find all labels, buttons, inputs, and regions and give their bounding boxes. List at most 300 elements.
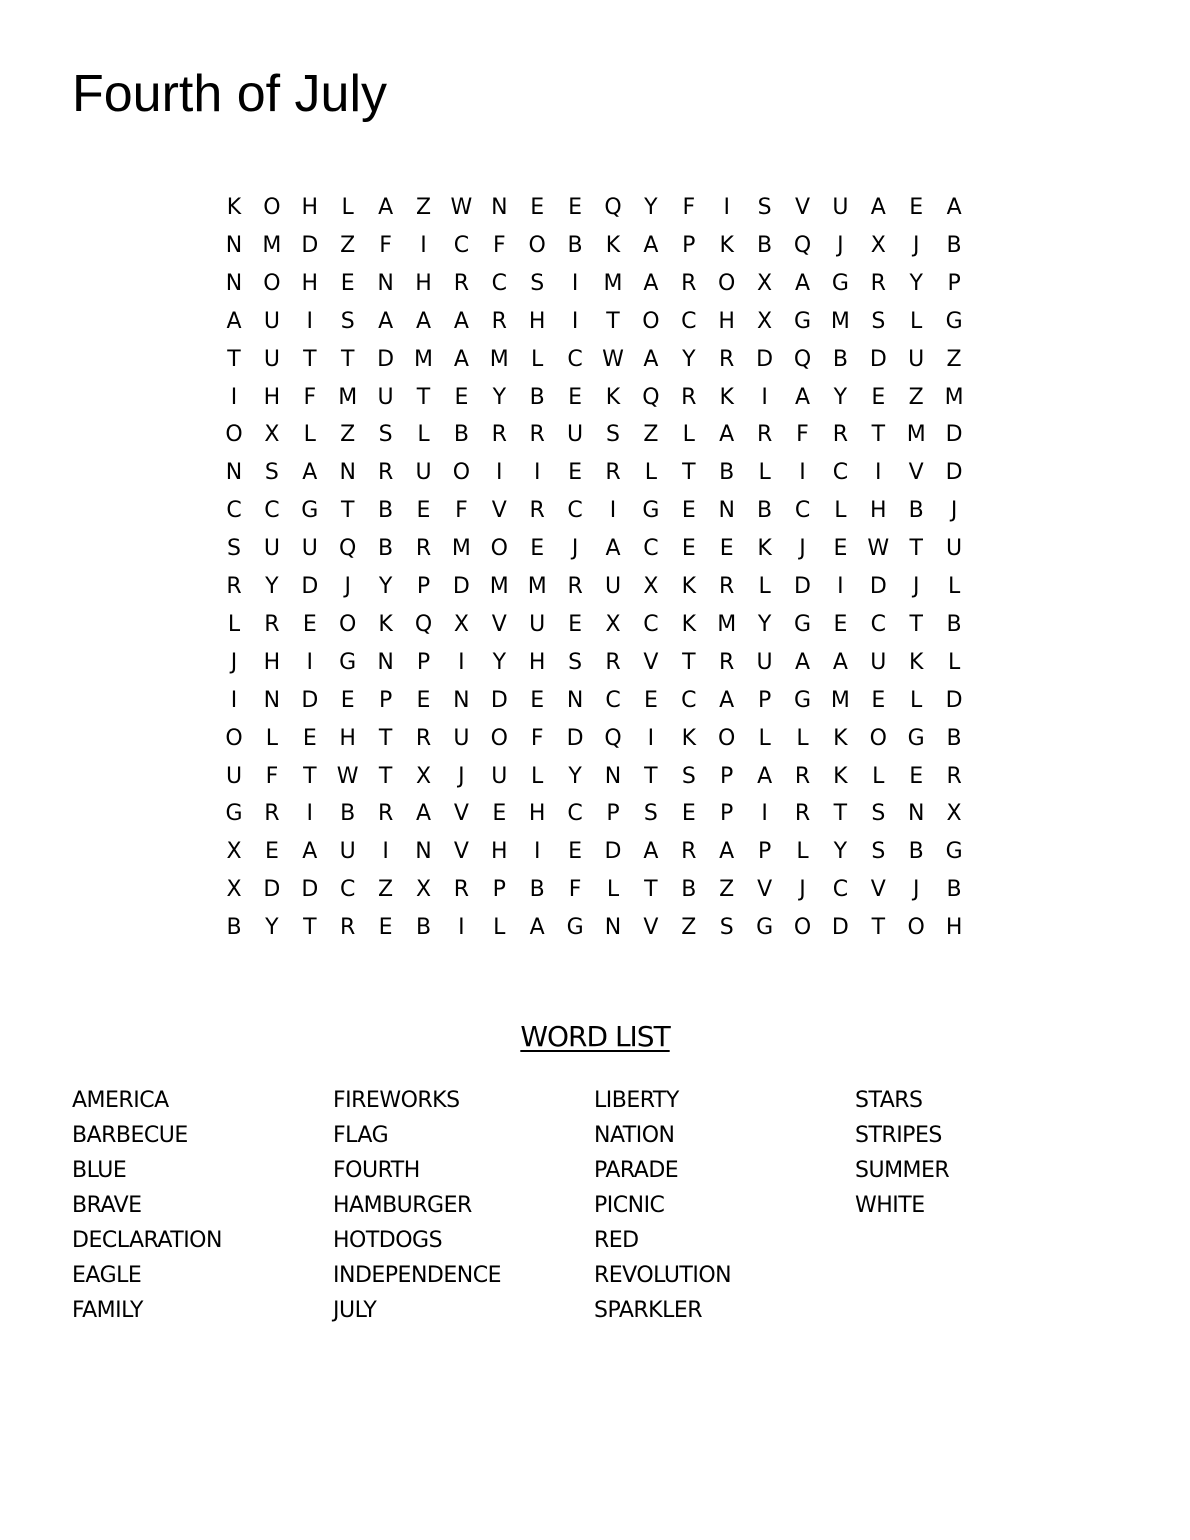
grid-letter[interactable]: D bbox=[869, 346, 887, 372]
grid-letter[interactable]: D bbox=[945, 422, 963, 448]
grid-letter[interactable]: T bbox=[303, 346, 317, 372]
grid-letter[interactable]: D bbox=[869, 574, 887, 599]
grid-letter[interactable]: C bbox=[567, 801, 583, 827]
grid-letter[interactable]: J bbox=[344, 574, 351, 599]
grid-letter[interactable]: E bbox=[568, 611, 583, 637]
grid-letter[interactable]: A bbox=[643, 839, 659, 865]
grid-letter[interactable]: M bbox=[830, 687, 850, 713]
grid-letter[interactable]: D bbox=[301, 687, 319, 713]
grid-letter[interactable]: A bbox=[946, 195, 962, 220]
grid-letter[interactable]: A bbox=[453, 308, 469, 334]
grid-letter[interactable]: N bbox=[491, 195, 508, 220]
grid-letter[interactable]: B bbox=[946, 725, 962, 751]
grid-letter[interactable]: V bbox=[453, 839, 469, 865]
grid-letter[interactable]: K bbox=[681, 574, 697, 599]
grid-letter[interactable]: C bbox=[264, 498, 280, 524]
grid-letter[interactable]: E bbox=[302, 611, 317, 637]
grid-letter[interactable]: E bbox=[681, 498, 696, 524]
grid-letter[interactable]: L bbox=[644, 460, 658, 486]
grid-letter[interactable]: R bbox=[567, 574, 583, 599]
grid-letter[interactable]: N bbox=[377, 649, 394, 675]
grid-letter[interactable]: C bbox=[605, 687, 621, 713]
grid-letter[interactable]: U bbox=[377, 384, 394, 410]
grid-letter[interactable]: E bbox=[492, 801, 507, 827]
grid-letter[interactable]: E bbox=[871, 384, 886, 410]
grid-letter[interactable]: U bbox=[453, 725, 470, 751]
grid-letter[interactable]: K bbox=[908, 649, 924, 675]
grid-letter[interactable]: Y bbox=[833, 384, 848, 410]
grid-letter[interactable]: F bbox=[379, 232, 392, 258]
grid-letter[interactable]: D bbox=[301, 877, 319, 903]
grid-letter[interactable]: J bbox=[837, 232, 844, 258]
grid-letter[interactable]: I bbox=[496, 460, 503, 486]
grid-letter[interactable]: L bbox=[796, 725, 809, 751]
grid-letter[interactable]: M bbox=[944, 384, 964, 410]
grid-letter[interactable]: B bbox=[908, 839, 924, 865]
grid-letter[interactable]: P bbox=[606, 801, 620, 827]
grid-letter[interactable]: N bbox=[225, 270, 243, 296]
grid-letter[interactable]: U bbox=[870, 649, 887, 675]
grid-letter[interactable]: E bbox=[568, 839, 583, 865]
grid-letter[interactable]: C bbox=[226, 498, 242, 524]
grid-letter[interactable]: G bbox=[793, 687, 812, 713]
grid-letter[interactable]: B bbox=[378, 498, 394, 524]
grid-letter[interactable]: K bbox=[605, 232, 621, 258]
grid-letter[interactable]: T bbox=[909, 611, 923, 637]
grid-letter[interactable]: S bbox=[719, 915, 734, 941]
grid-letter[interactable]: T bbox=[644, 877, 658, 903]
grid-letter[interactable]: C bbox=[340, 877, 356, 903]
grid-letter[interactable]: R bbox=[264, 611, 280, 637]
grid-letter[interactable]: Q bbox=[414, 611, 433, 637]
grid-letter[interactable]: G bbox=[301, 498, 319, 524]
grid-letter[interactable]: K bbox=[378, 611, 393, 637]
grid-letter[interactable]: A bbox=[529, 915, 545, 941]
grid-letter[interactable]: L bbox=[796, 839, 809, 865]
grid-letter[interactable]: D bbox=[945, 687, 963, 713]
grid-letter[interactable]: H bbox=[263, 649, 281, 675]
grid-letter[interactable]: Y bbox=[644, 195, 658, 220]
grid-letter[interactable]: F bbox=[530, 725, 544, 751]
grid-letter[interactable]: T bbox=[303, 915, 317, 941]
grid-letter[interactable]: R bbox=[794, 763, 811, 789]
grid-letter[interactable]: E bbox=[416, 498, 431, 524]
grid-letter[interactable]: N bbox=[604, 763, 622, 789]
grid-letter[interactable]: W bbox=[336, 763, 359, 789]
grid-letter[interactable]: I bbox=[799, 460, 806, 486]
grid-letter[interactable]: M bbox=[338, 384, 358, 410]
grid-letter[interactable]: X bbox=[946, 801, 962, 827]
grid-letter[interactable]: G bbox=[642, 498, 660, 524]
grid-letter[interactable]: S bbox=[681, 763, 696, 789]
grid-letter[interactable]: T bbox=[378, 725, 393, 751]
grid-letter[interactable]: K bbox=[681, 611, 697, 637]
grid-letter[interactable]: Y bbox=[757, 611, 772, 637]
grid-letter[interactable]: F bbox=[265, 763, 279, 789]
grid-letter[interactable]: R bbox=[529, 422, 545, 448]
grid-letter[interactable]: E bbox=[340, 270, 355, 296]
grid-letter[interactable]: D bbox=[452, 574, 470, 599]
grid-letter[interactable]: A bbox=[643, 270, 659, 296]
grid-letter[interactable]: R bbox=[377, 801, 394, 827]
grid-letter[interactable]: U bbox=[908, 346, 925, 372]
grid-letter[interactable]: D bbox=[377, 346, 395, 372]
grid-letter[interactable]: V bbox=[453, 801, 469, 827]
grid-letter[interactable]: V bbox=[491, 498, 507, 524]
grid-letter[interactable]: E bbox=[871, 687, 886, 713]
grid-letter[interactable]: L bbox=[947, 574, 961, 599]
grid-letter[interactable]: Z bbox=[415, 195, 432, 220]
grid-letter[interactable]: J bbox=[912, 232, 920, 258]
grid-letter[interactable]: T bbox=[416, 384, 431, 410]
grid-letter[interactable]: H bbox=[415, 270, 432, 296]
grid-letter[interactable]: J bbox=[571, 536, 579, 562]
grid-letter[interactable]: I bbox=[761, 801, 768, 827]
grid-letter[interactable]: R bbox=[832, 422, 849, 448]
grid-letter[interactable]: T bbox=[871, 915, 886, 941]
grid-letter[interactable]: P bbox=[720, 763, 734, 789]
grid-letter[interactable]: X bbox=[226, 877, 242, 903]
grid-letter[interactable]: I bbox=[533, 460, 541, 486]
grid-letter[interactable]: Z bbox=[719, 877, 735, 903]
grid-letter[interactable]: T bbox=[378, 763, 393, 789]
grid-letter[interactable]: E bbox=[530, 195, 545, 220]
grid-letter[interactable]: L bbox=[227, 611, 241, 637]
grid-letter[interactable]: Q bbox=[604, 195, 622, 220]
grid-letter[interactable]: K bbox=[226, 195, 242, 220]
grid-letter[interactable]: H bbox=[301, 270, 319, 296]
grid-letter[interactable]: P bbox=[757, 839, 772, 865]
grid-letter[interactable]: Y bbox=[492, 649, 507, 675]
grid-letter[interactable]: X bbox=[415, 877, 432, 903]
grid-letter[interactable]: L bbox=[303, 422, 316, 448]
grid-letter[interactable]: A bbox=[832, 649, 848, 675]
grid-letter[interactable]: P bbox=[492, 877, 506, 903]
grid-letter[interactable]: B bbox=[946, 611, 962, 637]
grid-letter[interactable]: M bbox=[603, 270, 623, 296]
grid-letter[interactable]: F bbox=[303, 384, 317, 410]
grid-letter[interactable]: A bbox=[226, 308, 242, 334]
grid-letter[interactable]: O bbox=[793, 915, 812, 941]
grid-letter[interactable]: H bbox=[491, 839, 508, 865]
grid-letter[interactable]: G bbox=[945, 308, 963, 334]
grid-letter[interactable]: P bbox=[682, 232, 696, 258]
grid-letter[interactable]: Z bbox=[643, 422, 659, 448]
grid-letter[interactable]: Y bbox=[568, 763, 582, 789]
grid-letter[interactable]: V bbox=[908, 460, 924, 486]
grid-letter[interactable]: R bbox=[870, 270, 886, 296]
grid-letter[interactable]: E bbox=[416, 687, 431, 713]
grid-letter[interactable]: B bbox=[378, 536, 394, 562]
grid-letter[interactable]: X bbox=[264, 422, 280, 448]
grid-letter[interactable]: O bbox=[869, 725, 887, 751]
grid-letter[interactable]: U bbox=[491, 763, 508, 789]
grid-letter[interactable]: R bbox=[719, 649, 735, 675]
grid-letter[interactable]: B bbox=[453, 422, 469, 448]
grid-letter[interactable]: E bbox=[568, 384, 583, 410]
grid-letter[interactable]: U bbox=[567, 422, 584, 448]
grid-letter[interactable]: P bbox=[757, 687, 772, 713]
grid-letter[interactable]: E bbox=[681, 536, 696, 562]
grid-letter[interactable]: I bbox=[458, 915, 465, 941]
grid-letter[interactable]: R bbox=[491, 422, 507, 448]
grid-letter[interactable]: N bbox=[263, 687, 281, 713]
grid-letter[interactable]: A bbox=[719, 687, 735, 713]
grid-letter[interactable]: P bbox=[720, 801, 734, 827]
grid-letter[interactable]: A bbox=[643, 346, 659, 372]
grid-letter[interactable]: I bbox=[306, 308, 314, 334]
grid-letter[interactable]: U bbox=[263, 308, 280, 334]
grid-letter[interactable]: H bbox=[718, 308, 735, 334]
grid-letter[interactable]: I bbox=[420, 232, 427, 258]
grid-letter[interactable]: R bbox=[946, 763, 962, 789]
grid-letter[interactable]: T bbox=[606, 308, 620, 334]
grid-letter[interactable]: C bbox=[491, 270, 507, 296]
grid-letter[interactable]: W bbox=[450, 195, 473, 220]
grid-letter[interactable]: P bbox=[378, 687, 393, 713]
grid-letter[interactable]: F bbox=[682, 195, 696, 220]
grid-letter[interactable]: O bbox=[225, 725, 243, 751]
grid-letter[interactable]: B bbox=[946, 232, 962, 258]
grid-letter[interactable]: R bbox=[453, 270, 470, 296]
grid-letter[interactable]: R bbox=[264, 801, 280, 827]
grid-letter[interactable]: U bbox=[946, 536, 963, 562]
grid-letter[interactable]: L bbox=[758, 460, 771, 486]
grid-letter[interactable]: E bbox=[681, 801, 696, 827]
grid-letter[interactable]: T bbox=[644, 763, 658, 789]
grid-letter[interactable]: Y bbox=[378, 574, 393, 599]
grid-letter[interactable]: B bbox=[567, 232, 583, 258]
grid-letter[interactable]: J bbox=[458, 763, 465, 789]
grid-letter[interactable]: X bbox=[453, 611, 469, 637]
grid-letter[interactable]: A bbox=[719, 422, 735, 448]
grid-letter[interactable]: L bbox=[341, 195, 354, 220]
grid-letter[interactable]: O bbox=[718, 270, 736, 296]
grid-letter[interactable]: X bbox=[757, 270, 773, 296]
grid-letter[interactable]: M bbox=[489, 346, 509, 372]
grid-letter[interactable]: C bbox=[643, 611, 659, 637]
grid-letter[interactable]: E bbox=[568, 195, 583, 220]
grid-letter[interactable]: C bbox=[832, 877, 849, 903]
grid-letter[interactable]: Z bbox=[908, 384, 924, 410]
grid-letter[interactable]: L bbox=[417, 422, 430, 448]
grid-letter[interactable]: K bbox=[719, 384, 734, 410]
grid-letter[interactable]: A bbox=[302, 460, 318, 486]
grid-letter[interactable]: A bbox=[794, 649, 811, 675]
grid-letter[interactable]: E bbox=[719, 536, 734, 562]
grid-letter[interactable]: C bbox=[567, 346, 583, 372]
grid-letter[interactable]: C bbox=[681, 687, 697, 713]
grid-letter[interactable]: E bbox=[302, 725, 317, 751]
grid-letter[interactable]: O bbox=[339, 611, 357, 637]
grid-letter[interactable]: S bbox=[606, 422, 620, 448]
grid-letter[interactable]: M bbox=[527, 574, 547, 599]
grid-letter[interactable]: U bbox=[339, 839, 356, 865]
grid-letter[interactable]: S bbox=[757, 195, 772, 220]
grid-letter[interactable]: V bbox=[643, 649, 659, 675]
grid-letter[interactable]: N bbox=[377, 270, 394, 296]
grid-letter[interactable]: E bbox=[833, 611, 848, 637]
grid-letter[interactable]: P bbox=[416, 574, 431, 599]
grid-letter[interactable]: R bbox=[681, 270, 697, 296]
grid-letter[interactable]: O bbox=[263, 195, 281, 220]
grid-letter[interactable]: L bbox=[758, 574, 771, 599]
grid-letter[interactable]: A bbox=[643, 232, 659, 258]
grid-letter[interactable]: U bbox=[415, 460, 432, 486]
grid-letter[interactable]: F bbox=[492, 232, 506, 258]
grid-letter[interactable]: R bbox=[605, 460, 621, 486]
grid-letter[interactable]: V bbox=[794, 195, 811, 220]
grid-letter[interactable]: N bbox=[566, 687, 584, 713]
grid-letter[interactable]: X bbox=[605, 611, 621, 637]
grid-letter[interactable]: G bbox=[756, 915, 774, 941]
grid-letter[interactable]: B bbox=[757, 498, 773, 524]
grid-letter[interactable]: Q bbox=[793, 232, 812, 258]
grid-letter[interactable]: J bbox=[950, 498, 958, 524]
grid-letter[interactable]: S bbox=[871, 801, 886, 827]
grid-letter[interactable]: A bbox=[415, 801, 432, 827]
grid-letter[interactable]: L bbox=[872, 763, 885, 789]
grid-letter[interactable]: I bbox=[230, 384, 238, 410]
grid-letter[interactable]: D bbox=[263, 877, 281, 903]
grid-letter[interactable]: S bbox=[227, 536, 241, 562]
grid-letter[interactable]: A bbox=[453, 346, 469, 372]
grid-letter[interactable]: I bbox=[571, 270, 579, 296]
grid-letter[interactable]: Q bbox=[339, 536, 357, 562]
grid-letter[interactable]: F bbox=[568, 877, 582, 903]
grid-letter[interactable]: E bbox=[378, 915, 393, 941]
grid-letter[interactable]: R bbox=[719, 346, 735, 372]
grid-letter[interactable]: I bbox=[609, 498, 617, 524]
grid-letter[interactable]: O bbox=[225, 422, 243, 448]
grid-letter[interactable]: R bbox=[794, 801, 811, 827]
grid-letter[interactable]: B bbox=[529, 384, 545, 410]
grid-letter[interactable]: T bbox=[682, 460, 696, 486]
grid-letter[interactable]: G bbox=[225, 801, 243, 827]
grid-letter[interactable]: W bbox=[602, 346, 624, 372]
grid-letter[interactable]: L bbox=[531, 763, 544, 789]
grid-letter[interactable]: K bbox=[833, 763, 848, 789]
grid-letter[interactable]: B bbox=[340, 801, 356, 827]
grid-letter[interactable]: E bbox=[340, 687, 355, 713]
grid-letter[interactable]: R bbox=[756, 422, 773, 448]
grid-letter[interactable]: K bbox=[605, 384, 621, 410]
grid-letter[interactable]: M bbox=[717, 611, 737, 637]
grid-letter[interactable]: H bbox=[528, 308, 546, 334]
grid-letter[interactable]: B bbox=[908, 498, 924, 524]
grid-letter[interactable]: C bbox=[870, 611, 886, 637]
grid-letter[interactable]: S bbox=[871, 839, 886, 865]
grid-letter[interactable]: D bbox=[566, 725, 584, 751]
grid-letter[interactable]: R bbox=[340, 915, 356, 941]
grid-letter[interactable]: I bbox=[723, 195, 730, 220]
grid-letter[interactable]: R bbox=[453, 877, 470, 903]
grid-letter[interactable]: D bbox=[831, 915, 849, 941]
grid-letter[interactable]: H bbox=[870, 498, 887, 524]
grid-letter[interactable]: J bbox=[799, 877, 806, 903]
grid-letter[interactable]: Y bbox=[492, 384, 507, 410]
grid-letter[interactable]: U bbox=[604, 574, 622, 599]
grid-letter[interactable]: Z bbox=[681, 915, 697, 941]
grid-letter[interactable]: N bbox=[453, 687, 470, 713]
grid-letter[interactable]: E bbox=[454, 384, 469, 410]
grid-letter[interactable]: S bbox=[530, 270, 545, 296]
grid-letter[interactable]: M bbox=[906, 422, 926, 448]
grid-letter[interactable]: P bbox=[416, 649, 431, 675]
grid-letter[interactable]: S bbox=[340, 308, 355, 334]
grid-letter[interactable]: H bbox=[301, 195, 319, 220]
grid-letter[interactable]: V bbox=[491, 611, 507, 637]
grid-letter[interactable]: O bbox=[907, 915, 925, 941]
grid-letter[interactable]: Z bbox=[378, 877, 394, 903]
grid-letter[interactable]: Q bbox=[793, 346, 812, 372]
grid-letter[interactable]: R bbox=[529, 498, 545, 524]
grid-letter[interactable]: O bbox=[642, 308, 660, 334]
grid-letter[interactable]: A bbox=[302, 839, 318, 865]
grid-letter[interactable]: I bbox=[533, 839, 541, 865]
grid-letter[interactable]: I bbox=[230, 687, 238, 713]
grid-letter[interactable]: Z bbox=[946, 346, 962, 372]
grid-letter[interactable]: R bbox=[377, 460, 394, 486]
grid-letter[interactable]: L bbox=[682, 422, 695, 448]
grid-letter[interactable]: E bbox=[643, 687, 658, 713]
grid-letter[interactable]: A bbox=[870, 195, 886, 220]
grid-letter[interactable]: R bbox=[415, 536, 432, 562]
grid-letter[interactable]: C bbox=[453, 232, 470, 258]
grid-letter[interactable]: G bbox=[945, 839, 963, 865]
grid-letter[interactable]: J bbox=[912, 877, 920, 903]
grid-letter[interactable]: I bbox=[458, 649, 465, 675]
grid-letter[interactable]: I bbox=[647, 725, 655, 751]
grid-letter[interactable]: T bbox=[340, 498, 355, 524]
grid-letter[interactable]: B bbox=[719, 460, 735, 486]
grid-letter[interactable]: L bbox=[947, 649, 961, 675]
grid-letter[interactable]: R bbox=[605, 649, 621, 675]
grid-letter[interactable]: A bbox=[415, 308, 432, 334]
grid-letter[interactable]: C bbox=[794, 498, 811, 524]
grid-letter[interactable]: A bbox=[794, 270, 811, 296]
grid-letter[interactable]: U bbox=[832, 195, 849, 220]
grid-letter[interactable]: H bbox=[945, 915, 963, 941]
grid-letter[interactable]: I bbox=[571, 308, 579, 334]
grid-letter[interactable]: U bbox=[529, 611, 546, 637]
grid-letter[interactable]: O bbox=[263, 270, 281, 296]
grid-letter[interactable]: M bbox=[489, 574, 509, 599]
grid-letter[interactable]: T bbox=[682, 649, 696, 675]
grid-letter[interactable]: K bbox=[719, 232, 734, 258]
grid-letter[interactable]: P bbox=[947, 270, 961, 296]
grid-letter[interactable]: A bbox=[794, 384, 811, 410]
grid-letter[interactable]: B bbox=[415, 915, 432, 941]
grid-letter[interactable]: M bbox=[451, 536, 471, 562]
grid-letter[interactable]: E bbox=[909, 763, 924, 789]
grid-letter[interactable]: O bbox=[528, 232, 546, 258]
grid-letter[interactable]: J bbox=[912, 574, 920, 599]
grid-letter[interactable]: L bbox=[606, 877, 620, 903]
grid-letter[interactable]: K bbox=[757, 536, 772, 562]
grid-letter[interactable]: A bbox=[605, 536, 621, 562]
grid-letter[interactable]: U bbox=[301, 536, 318, 562]
grid-letter[interactable]: H bbox=[528, 649, 546, 675]
grid-letter[interactable]: S bbox=[643, 801, 658, 827]
grid-letter[interactable]: R bbox=[681, 839, 697, 865]
grid-letter[interactable]: L bbox=[493, 915, 506, 941]
grid-letter[interactable]: N bbox=[225, 232, 243, 258]
grid-letter[interactable]: O bbox=[718, 725, 736, 751]
grid-letter[interactable]: Y bbox=[833, 839, 848, 865]
grid-letter[interactable]: I bbox=[875, 460, 882, 486]
grid-letter[interactable]: G bbox=[793, 611, 812, 637]
